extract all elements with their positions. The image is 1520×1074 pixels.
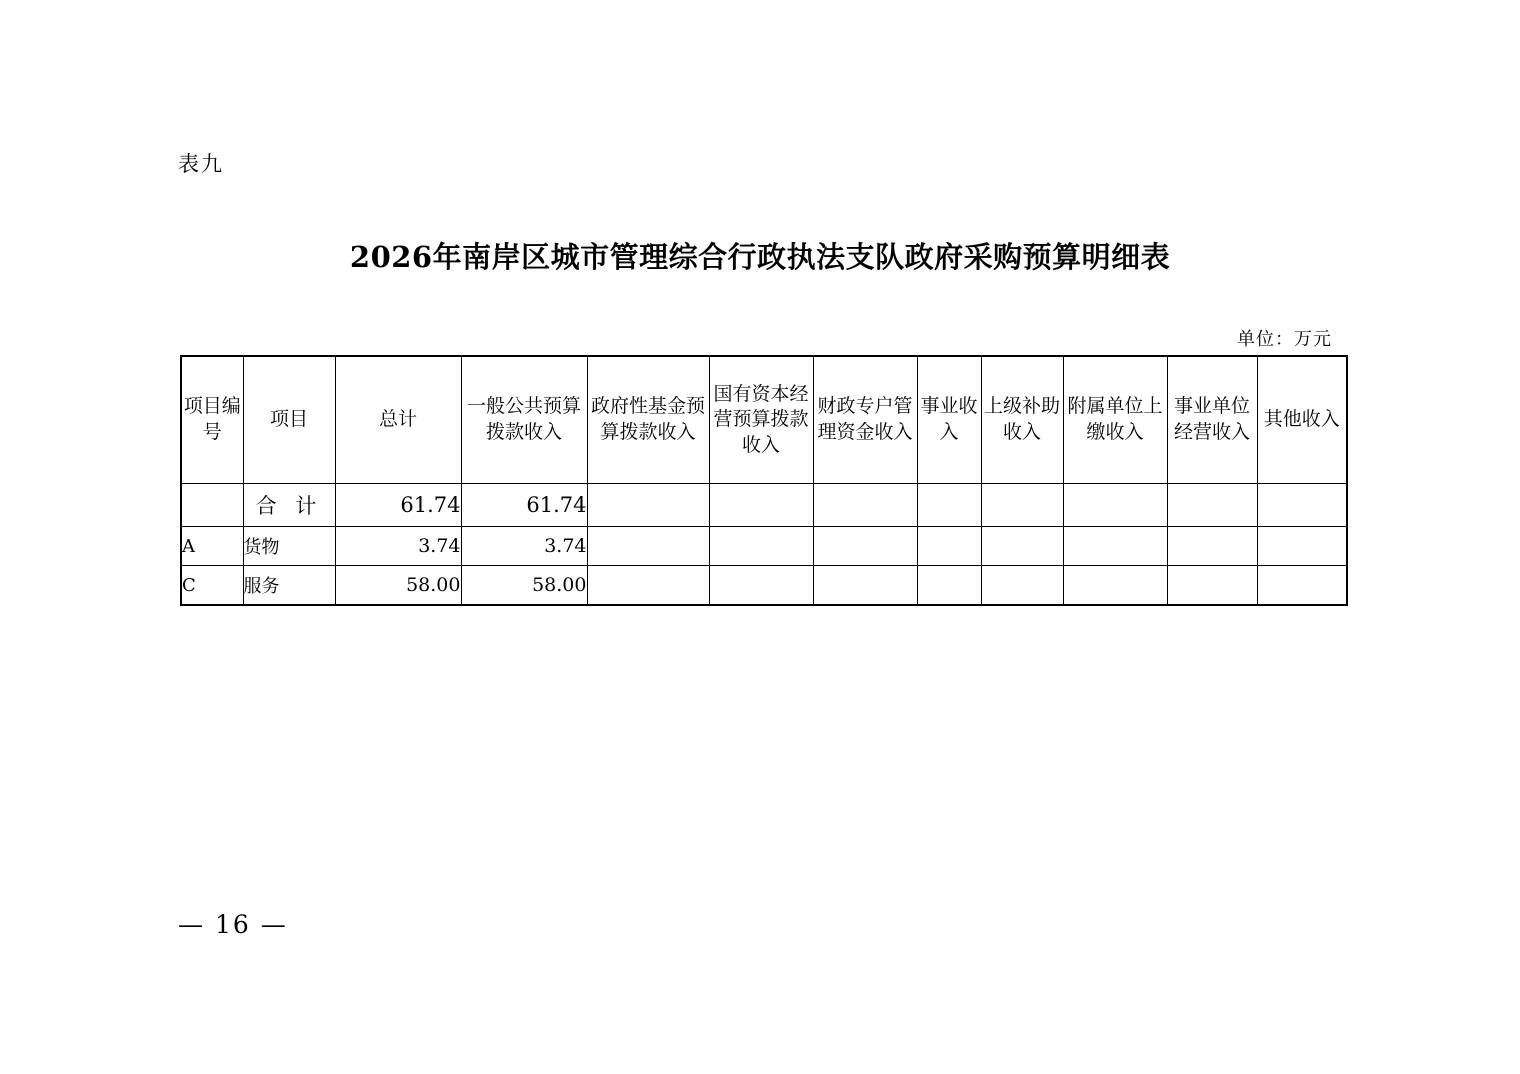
cell-other-income <box>1257 566 1347 606</box>
cell-code: C <box>181 566 243 606</box>
column-header-state-capital-budget: 国有资本经营预算拨款收入 <box>709 356 813 484</box>
cell-fiscal-account-fund <box>813 527 917 566</box>
cell-business-income <box>917 527 981 566</box>
cell-total-state-capital-budget <box>709 484 813 527</box>
column-header-other-income: 其他收入 <box>1257 356 1347 484</box>
cell-total-general-public-budget: 61.74 <box>461 484 587 527</box>
table-row <box>181 527 1347 566</box>
cell-business-income <box>917 566 981 606</box>
cell-gov-fund-budget <box>587 527 709 566</box>
cell-state-capital-budget <box>709 566 813 606</box>
page-title: 2026年南岸区城市管理综合行政执法支队政府采购预算明细表 <box>349 240 1171 274</box>
cell-state-capital-budget <box>709 527 813 566</box>
column-header-superior-subsidy: 上级补助收入 <box>981 356 1063 484</box>
cell-total-label: 合 计 <box>243 484 335 527</box>
column-header-business-income: 事业收入 <box>917 356 981 484</box>
cell-total: 3.74 <box>335 527 461 566</box>
cell-subordinate-payment <box>1063 566 1167 606</box>
column-header-item-name: 项目 <box>243 356 335 484</box>
unit-note: 单位：万元 <box>1237 329 1332 350</box>
cell-code: A <box>181 527 243 566</box>
cell-fiscal-account-fund <box>813 566 917 606</box>
page-number: — 16 — <box>178 910 288 939</box>
column-header-business-unit-income: 事业单位经营收入 <box>1167 356 1257 484</box>
cell-total-gov-fund-budget <box>587 484 709 527</box>
cell-total-business-income <box>917 484 981 527</box>
cell-total-superior-subsidy <box>981 484 1063 527</box>
cell-subordinate-payment <box>1063 527 1167 566</box>
column-header-fiscal-account-fund: 财政专户管理资金收入 <box>813 356 917 484</box>
cell-gov-fund-budget <box>587 566 709 606</box>
cell-superior-subsidy <box>981 527 1063 566</box>
column-header-general-public-budget: 一般公共预算拨款收入 <box>461 356 587 484</box>
cell-total-amount: 61.74 <box>335 484 461 527</box>
table-header-row <box>181 356 1347 484</box>
procurement-budget-table-wrapper <box>180 355 1340 606</box>
table-label: 表九 <box>178 152 224 176</box>
cell-name: 货物 <box>243 527 335 566</box>
column-header-total: 总计 <box>335 356 461 484</box>
table-row-total <box>181 484 1347 527</box>
cell-total-other-income <box>1257 484 1347 527</box>
cell-total-fiscal-account-fund <box>813 484 917 527</box>
cell-other-income <box>1257 527 1347 566</box>
cell-superior-subsidy <box>981 566 1063 606</box>
cell-total-subordinate-payment <box>1063 484 1167 527</box>
cell-business-unit-income <box>1167 527 1257 566</box>
cell-total-code <box>181 484 243 527</box>
procurement-budget-table <box>180 355 1348 606</box>
cell-total: 58.00 <box>335 566 461 606</box>
cell-total-business-unit-income <box>1167 484 1257 527</box>
cell-name: 服务 <box>243 566 335 606</box>
cell-business-unit-income <box>1167 566 1257 606</box>
column-header-subordinate-payment: 附属单位上缴收入 <box>1063 356 1167 484</box>
cell-general-public-budget: 3.74 <box>461 527 587 566</box>
table-row <box>181 566 1347 606</box>
column-header-gov-fund-budget: 政府性基金预算拨款收入 <box>587 356 709 484</box>
cell-general-public-budget: 58.00 <box>461 566 587 606</box>
column-header-item-code: 项目编号 <box>181 356 243 484</box>
